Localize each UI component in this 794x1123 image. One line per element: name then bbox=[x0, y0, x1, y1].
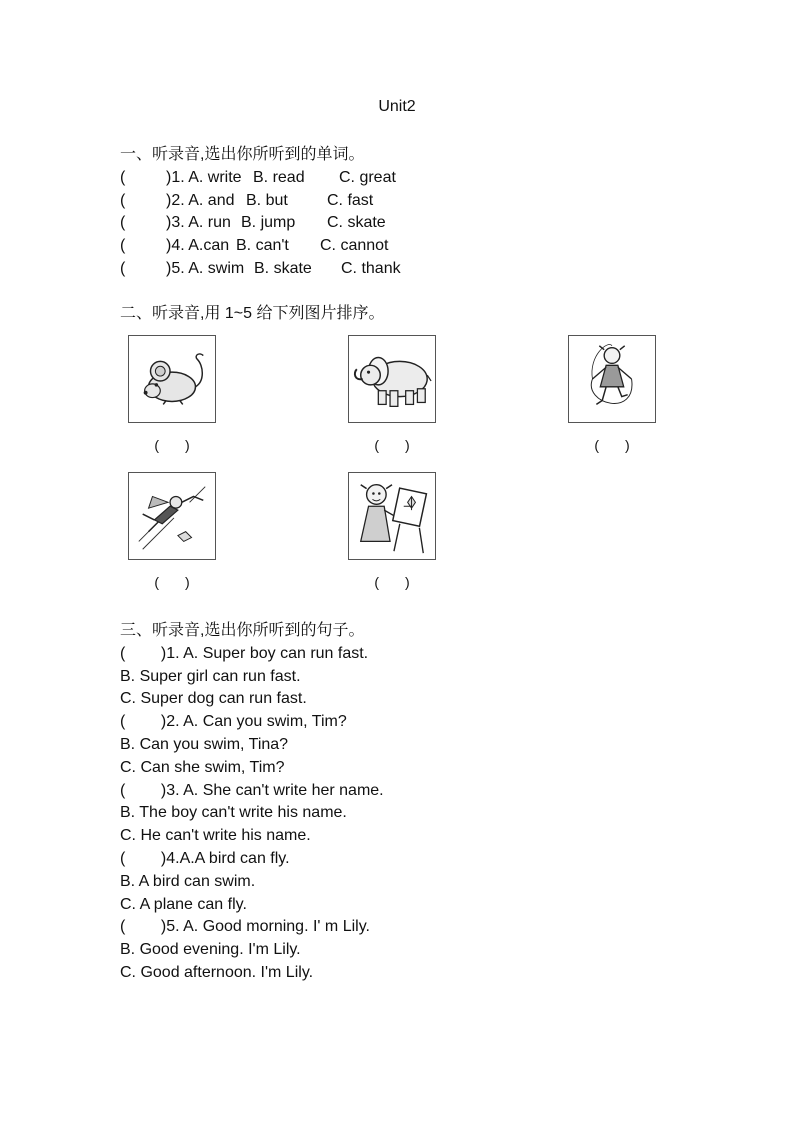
sentence-line: ( )5. A. Good morning. I' m Lily. bbox=[120, 918, 370, 936]
option-a: )2. A. and bbox=[166, 191, 235, 209]
option-c: C. cannot bbox=[320, 237, 389, 255]
option-b: B. can't bbox=[236, 237, 289, 255]
section-2-heading-text: 二、听录音,用 1~5 给下列图片排序。 bbox=[120, 305, 385, 322]
option-a: )1. A. write bbox=[166, 168, 242, 186]
sentence-line: C. Can she swim, Tim? bbox=[120, 758, 285, 776]
elephant-icon bbox=[348, 335, 436, 423]
option-c: C. skate bbox=[327, 214, 386, 232]
section-3-heading: 三、听录音,选出你所听到的句子。 bbox=[120, 622, 365, 639]
option-a: )5. A. swim bbox=[166, 259, 245, 277]
sentence-line: ( )1. A. Super boy can run fast. bbox=[120, 644, 369, 662]
sentence-line: C. Good afternoon. I'm Lily. bbox=[120, 963, 314, 981]
mouse-icon bbox=[128, 335, 216, 423]
answer-blank: ( bbox=[120, 214, 126, 232]
sentence-line: B. Good evening. I'm Lily. bbox=[120, 941, 301, 959]
sentence-line: B. Can you swim, Tina? bbox=[120, 735, 289, 753]
sentence-line: B. Super girl can run fast. bbox=[120, 667, 301, 685]
picture-answer-blank: ( ) bbox=[374, 437, 410, 453]
question-row bbox=[120, 212, 401, 235]
picture-answer-blank: ( ) bbox=[594, 437, 630, 453]
sentence-line: C. He can't write his name. bbox=[120, 827, 311, 845]
sentence-line: C. A plane can fly. bbox=[120, 895, 247, 913]
picture-answer-blank: ( ) bbox=[154, 574, 190, 590]
section-3 bbox=[120, 620, 384, 985]
option-b: B. read bbox=[253, 168, 305, 186]
superhero-flying-icon bbox=[128, 472, 216, 560]
answer-blank: ( bbox=[120, 168, 126, 186]
answer-blank: ( bbox=[120, 191, 126, 209]
section-2-heading bbox=[120, 303, 384, 326]
question-row bbox=[120, 258, 401, 281]
option-b: B. but bbox=[246, 191, 288, 209]
picture-answer-blank: ( ) bbox=[154, 437, 190, 453]
sentence-line: ( )2. A. Can you swim, Tim? bbox=[120, 713, 347, 731]
option-c: C. great bbox=[339, 168, 396, 186]
option-c: C. thank bbox=[341, 259, 401, 277]
option-a: )4. A.can bbox=[166, 237, 230, 255]
sentence-line: B. A bird can swim. bbox=[120, 872, 256, 890]
answer-blank: ( bbox=[120, 259, 126, 277]
option-b: B. skate bbox=[254, 259, 312, 277]
girl-painting-icon bbox=[348, 472, 436, 560]
sentence-line: B. The boy can't write his name. bbox=[120, 804, 347, 822]
girl-skipping-rope-icon bbox=[568, 335, 656, 423]
sentence-line: ( )4.A.A bird can fly. bbox=[120, 849, 290, 867]
option-a: )3. A. run bbox=[166, 214, 231, 232]
sentence-line: ( )3. A. She can't write her name. bbox=[120, 781, 384, 799]
question-row bbox=[120, 167, 401, 190]
option-c: C. fast bbox=[327, 191, 374, 209]
picture-answer-blank: ( ) bbox=[374, 574, 410, 590]
option-b: B. jump bbox=[241, 214, 296, 232]
answer-blank: ( bbox=[120, 237, 126, 255]
question-row bbox=[120, 190, 401, 213]
section-1-heading: 一、听录音,选出你所听到的单词。 bbox=[120, 146, 365, 163]
page-title: Unit2 bbox=[378, 98, 416, 115]
section-1 bbox=[120, 144, 401, 281]
sentence-line: C. Super dog can run fast. bbox=[120, 690, 307, 708]
question-row bbox=[120, 235, 401, 258]
